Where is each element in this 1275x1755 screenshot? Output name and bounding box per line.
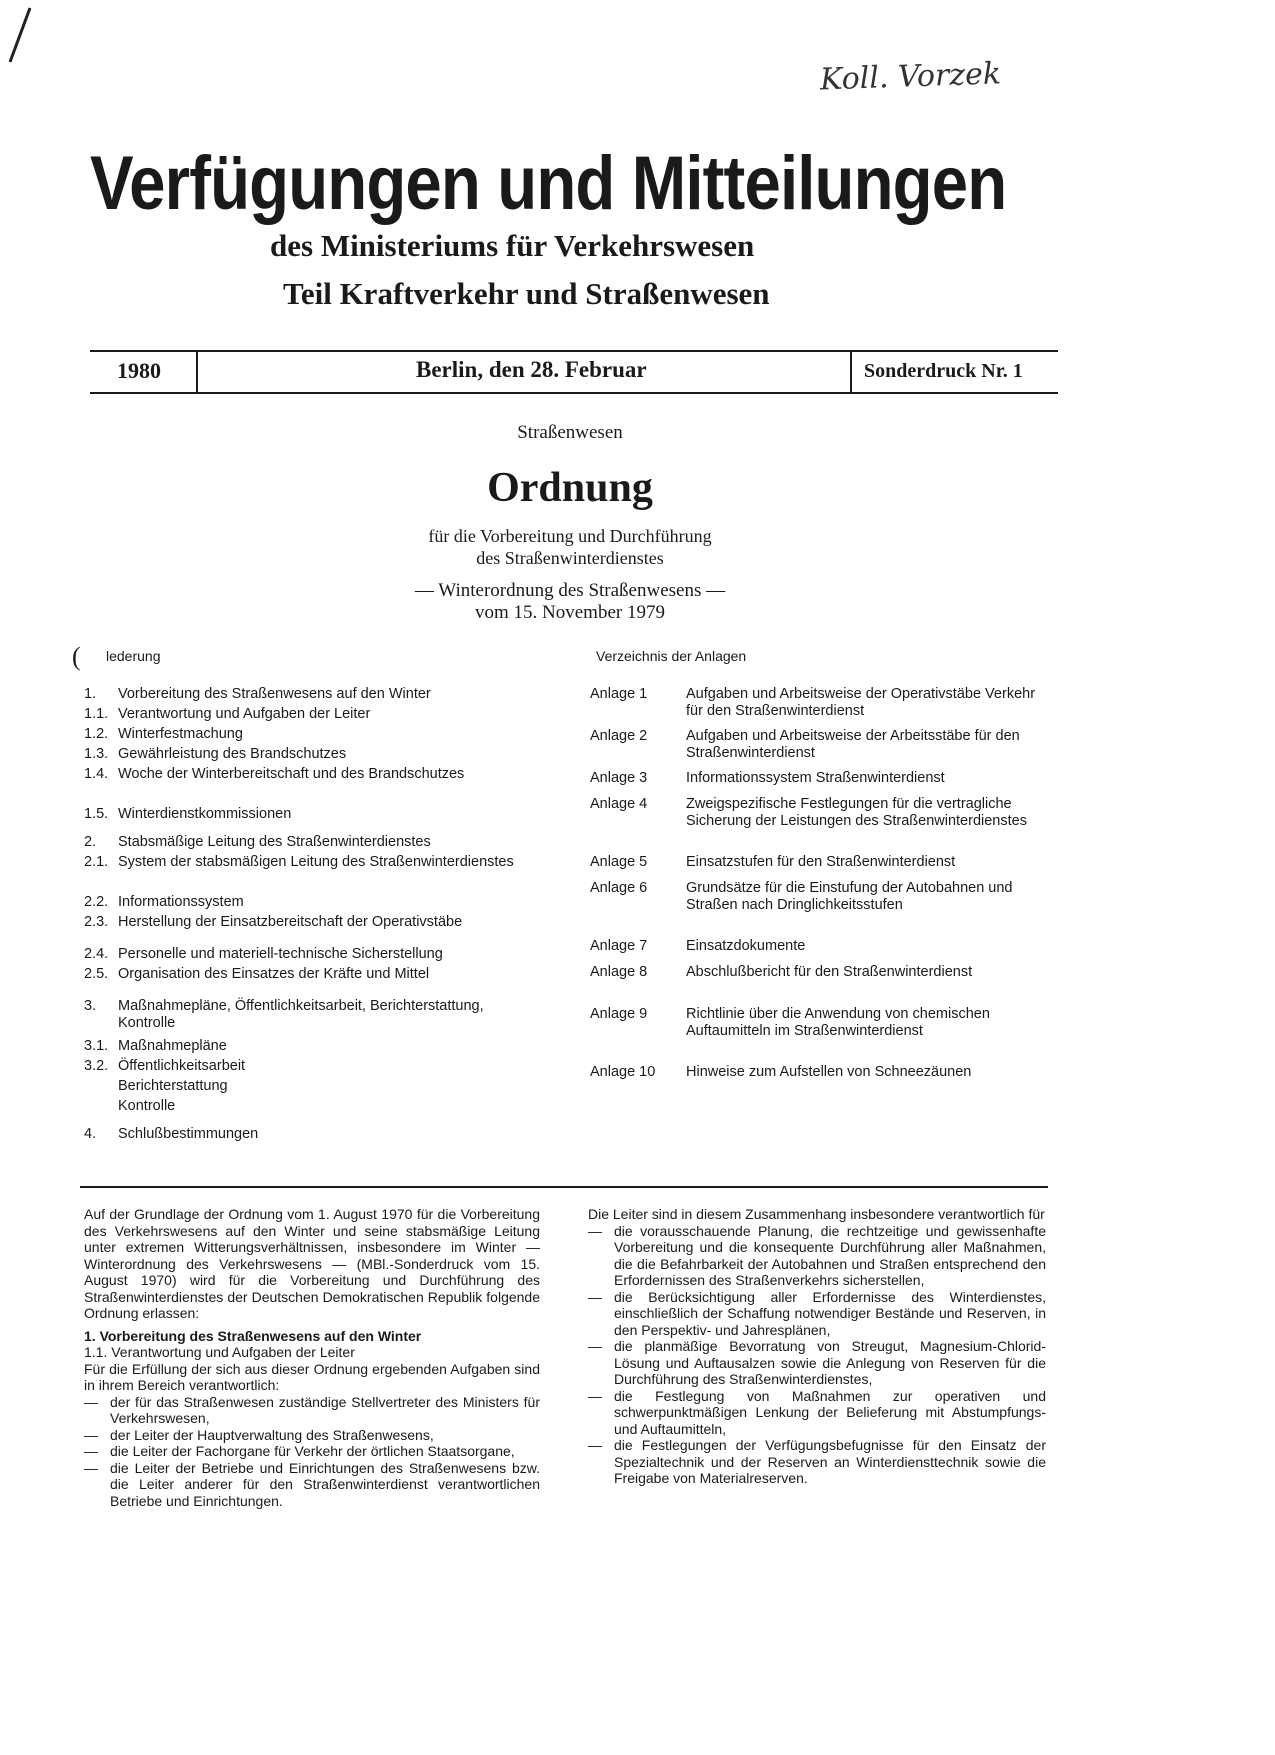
toc-entry-text: Winterdienstkommissionen — [118, 806, 292, 822]
responsibility-lead: Für die Erfüllung der sich aus dieser Ordnung ergebenden Aufgaben sind in ihrem Bereich verantwortlich: — [84, 1360, 540, 1393]
annex-label: Anlage 5 — [590, 854, 648, 870]
dash-list-item: — die Berücksichtigung aller Erfordernisse des Winterdienstes, einschließlich der Schaffung notwendiger Bestände und Reserven, in den Perspektiv- und Jahresplänen, — [588, 1289, 1046, 1339]
toc-entry-text: Stabsmäßige Leitung des Straßenwinterdienstes — [118, 834, 431, 850]
toc-entry-text: System der stabsmäßigen Leitung des Straßenwinterdienstes — [118, 854, 514, 870]
dash-list-item: — der Leiter der Hauptverwaltung des Straßenwesens, — [84, 1427, 540, 1444]
issue-date: Berlin, den 28. Februar — [416, 357, 647, 382]
toc-entry-number: 1.5. — [84, 806, 109, 822]
toc-heading: lederung — [106, 648, 161, 664]
header-bottom-rule — [90, 392, 1058, 394]
annex-label: Anlage 7 — [590, 938, 648, 954]
document-title: Ordnung — [487, 465, 653, 511]
annex-text: Richtlinie über die Anwendung von chemischen Auftaumitteln im Straßenwinterdienst — [686, 1006, 990, 1039]
toc-entry-number: 1.1. — [84, 706, 109, 722]
annex-label: Anlage 4 — [590, 796, 648, 812]
publication-subtitle-ministry: des Ministeriums für Verkehrswesen — [270, 228, 755, 263]
document-subtitle-4: vom 15. November 1979 — [475, 602, 665, 623]
dash-list-item: — die Festlegung von Maßnahmen zur operativen und schwerpunktmäßigen Lenkung der Belieferung mit Abstumpfungs- und Auftaumitteln, — [588, 1388, 1046, 1438]
annex-text: Abschlußbericht für den Straßenwinterdienst — [686, 964, 973, 980]
publication-subtitle-part: Teil Kraftverkehr und Straßenwesen — [283, 276, 770, 311]
duties-lead: Die Leiter sind in diesem Zusammenhang insbesondere verantwortlich für — [588, 1206, 1045, 1222]
toc-entry-number: 1. — [84, 686, 97, 702]
header-top-rule — [90, 350, 1058, 352]
toc-entry-text: Kontrolle — [118, 1098, 176, 1114]
section-heading-1: 1. Vorbereitung des Straßenwesens auf den Winter — [84, 1327, 422, 1344]
annex-label: Anlage 6 — [590, 880, 648, 896]
toc-entry-text: Maßnahmepläne, Öffentlichkeitsarbeit, Berichterstattung, Kontrolle — [118, 998, 484, 1031]
toc-entry-text: Maßnahmepläne — [118, 1038, 227, 1054]
dash-list-item: — die planmäßige Bevorratung von Streugut, Magnesium-Chlorid-Lösung und Auftausalzen sowie die Anlegung von Reserven für die Durchführung des Straßenwinterdienstes, — [588, 1338, 1046, 1388]
toc-entry-number: 3.2. — [84, 1058, 109, 1074]
body-column-left — [84, 1206, 540, 1509]
issue-year: 1980 — [117, 358, 161, 383]
annex-label: Anlage 1 — [590, 686, 648, 702]
annex-label: Anlage 8 — [590, 964, 648, 980]
dash-list-item: — die Leiter der Fachorgane für Verkehr der örtlichen Staatsorgane, — [84, 1443, 540, 1460]
body-separator-rule — [80, 1186, 1048, 1188]
annex-text: Hinweise zum Aufstellen von Schneezäunen — [686, 1064, 972, 1080]
issue-number: Sonderdruck Nr. 1 — [864, 360, 1023, 382]
annex-label: Anlage 3 — [590, 770, 648, 786]
dash-list-item: — die Leiter der Betriebe und Einrichtungen des Straßenwesens bzw. die Leiter anderer für den Straßenwinterdienst verantwortlichen Betriebe und Einrichtungen. — [84, 1460, 540, 1510]
header-divider-right — [850, 350, 852, 394]
handwritten-note: Koll. Vorzek — [819, 56, 1002, 98]
toc-entry-text: Organisation des Einsatzes der Kräfte und Mittel — [118, 966, 430, 982]
toc-entry-text: Informationssystem — [118, 894, 244, 910]
toc-entry-number: 3. — [84, 998, 97, 1014]
toc-entry-text: Personelle und materiell-technische Sicherstellung — [118, 946, 443, 962]
dash-list-item: — die vorausschauende Planung, die rechtzeitige und gewissenhafte Vorbereitung und die konsequente Durchführung aller Maßnahmen, die die Befahrbarkeit der Autobahnen und Straßen entsprechend den Erfordernissen des Straßenverkehrs sicherstellen, — [588, 1223, 1046, 1289]
responsibility-list — [84, 1394, 540, 1510]
section-heading-1-1: 1.1. Verantwortung und Aufgaben der Leiter — [84, 1344, 355, 1360]
toc-entry-number: 1.3. — [84, 746, 109, 762]
annex-label: Anlage 9 — [590, 1006, 648, 1022]
toc-entry-text: Vorbereitung des Straßenwesens auf den Winter — [118, 686, 431, 702]
annex-text: Aufgaben und Arbeitsweise der Arbeitsstäbe für den Straßenwinterdienst — [686, 728, 1020, 761]
toc-entry-number: 2.3. — [84, 914, 109, 930]
toc-entry-number: 2.2. — [84, 894, 109, 910]
toc-bracket-mark: ( — [72, 642, 81, 671]
dash-list-item: — die Festlegungen der Verfügungsbefugnisse für den Einsatz der Spezialtechnik und der Reserven an Winterdiensttechnik sowie die Freigabe von Materialreserven. — [588, 1437, 1046, 1487]
toc-entry-number: 1.2. — [84, 726, 109, 742]
publication-title: Verfügungen und Mitteilungen — [90, 141, 1007, 226]
dash-list-item: — der für das Straßenwesen zuständige Stellvertreter des Ministers für Verkehrswesen, — [84, 1394, 540, 1427]
duties-list — [588, 1223, 1046, 1487]
pen-stroke-mark — [0, 0, 40, 70]
annex-text: Einsatzstufen für den Straßenwinterdienst — [686, 854, 956, 870]
toc-entry-text: Berichterstattung — [118, 1078, 228, 1094]
toc-entry-text: Woche der Winterbereitschaft und des Brandschutzes — [118, 766, 465, 782]
annex-heading: Verzeichnis der Anlagen — [596, 648, 747, 664]
intro-paragraph: Auf der Grundlage der Ordnung vom 1. August 1970 für die Vorbereitung des Verkehrswesens auf den Winter und seine stabsmäßige Leitung unter extremen Witterungsverhältnissen, insbesondere im Winter — Winterordnung des Verkehrswesens — (MBl.-Sonderdruck vom 15. August 1970) wird für die Vorbereitung und Durchführung des Straßenwinterdienstes der Deutschen Demokratischen Republik folgende Ordnung erlassen: — [84, 1206, 540, 1321]
toc-entry-text: Gewährleistung des Brandschutzes — [118, 746, 347, 762]
document-subtitle-1: für die Vorbereitung und Durchführung — [428, 526, 712, 546]
annex-label: Anlage 10 — [590, 1064, 656, 1080]
section-label: Straßenwesen — [517, 422, 623, 443]
toc-entry-text: Herstellung der Einsatzbereitschaft der Operativstäbe — [118, 914, 463, 930]
toc-entry-number: 2.5. — [84, 966, 109, 982]
toc-entry-text: Schlußbestimmungen — [118, 1126, 259, 1142]
document-subtitle-3: — Winterordnung des Straßenwesens — — [414, 580, 726, 601]
toc-entry-number: 2. — [84, 834, 97, 850]
toc-entry-number: 1.4. — [84, 766, 109, 782]
annex-label: Anlage 2 — [590, 728, 648, 744]
toc-entry-number: 2.4. — [84, 946, 109, 962]
annex-text: Einsatzdokumente — [686, 938, 806, 954]
toc-entry-text: Öffentlichkeitsarbeit — [118, 1058, 246, 1074]
toc-entry-number: 3.1. — [84, 1038, 109, 1054]
header-divider-left — [196, 350, 198, 394]
toc-entry-number: 4. — [84, 1126, 97, 1142]
toc-entry-text: Verantwortung und Aufgaben der Leiter — [118, 706, 371, 722]
annex-text: Grundsätze für die Einstufung der Autobahnen und Straßen nach Dringlichkeitsstufen — [686, 880, 1013, 913]
toc-entry-number: 2.1. — [84, 854, 109, 870]
annex-text: Zweigspezifische Festlegungen für die vertragliche Sicherung der Leistungen des Straßenwinterdienstes — [686, 796, 1027, 829]
toc-entry-text: Winterfestmachung — [118, 726, 243, 742]
annex-text: Aufgaben und Arbeitsweise der Operativstäbe Verkehr für den Straßenwinterdienst — [686, 686, 1036, 719]
annex-text: Informationssystem Straßenwinterdienst — [686, 770, 945, 786]
document-subtitle-2: des Straßenwinterdienstes — [476, 548, 664, 568]
body-column-right — [588, 1206, 1046, 1487]
